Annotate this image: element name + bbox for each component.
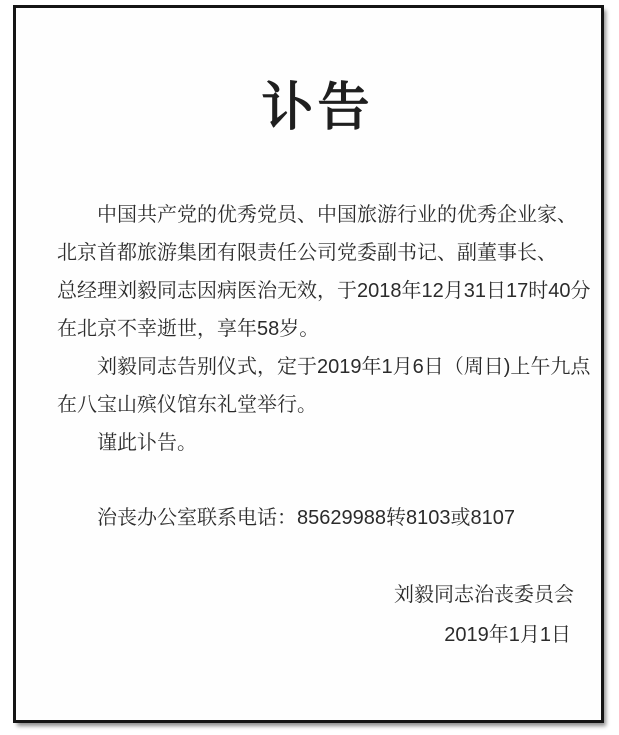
notice-line: 在北京不幸逝世，享年58岁。 [57, 318, 320, 340]
notice-line: 总经理刘毅同志因病医治无效，于2018年12月31日17时40分 [57, 280, 591, 302]
notice-body [57, 196, 591, 462]
notice-closing-line: 谨此讣告。 [97, 432, 197, 454]
notice-line: 在八宝山殡仪馆东礼堂举行。 [57, 394, 317, 416]
contact-phone-line: 治丧办公室联系电话：85629988转8103或8107 [97, 507, 515, 529]
notice-line: 刘毅同志告别仪式，定于2019年1月6日（周日)上午九点 [97, 356, 591, 378]
notice-line: 中国共产党的优秀党员、中国旅游行业的优秀企业家、 [97, 204, 577, 226]
notice-title: 讣告 [261, 79, 374, 137]
obituary-notice [13, 5, 604, 723]
notice-line: 北京首都旅游集团有限责任公司党委副书记、副董事长、 [57, 242, 557, 264]
signature-committee: 刘毅同志治丧委员会 [394, 584, 574, 606]
signature-date: 2019年1月1日 [444, 624, 571, 646]
